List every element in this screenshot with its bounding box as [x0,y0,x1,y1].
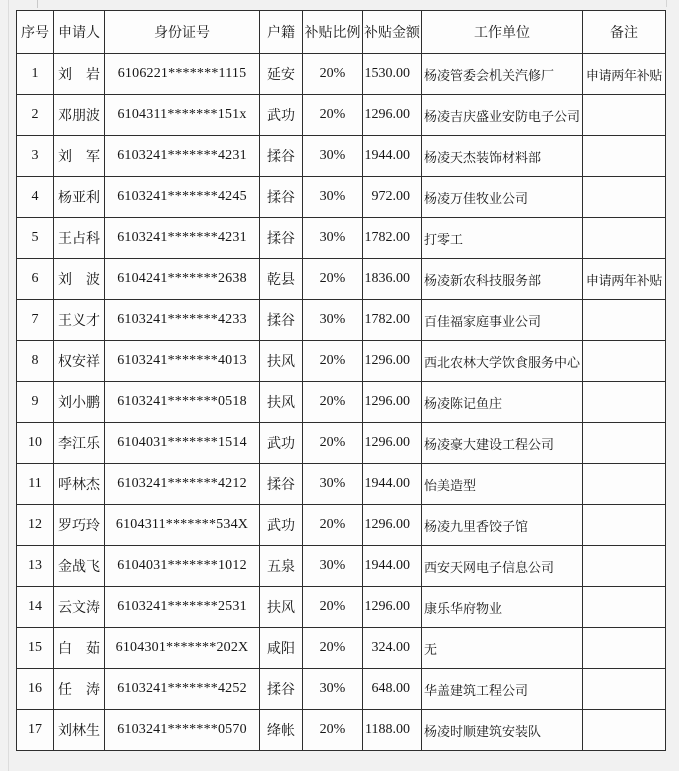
cell-subsidy-amount: 1296.00 [363,587,422,628]
cell-index: 17 [17,710,54,751]
col-header-subsidy-amount: 补贴金额 [363,11,422,54]
cell-remark [583,95,666,136]
cell-subsidy-amount: 1296.00 [363,95,422,136]
cell-household: 延安 [260,54,303,95]
table-row [17,54,666,95]
cell-subsidy-amount: 648.00 [363,669,422,710]
cell-subsidy-amount: 1296.00 [363,341,422,382]
cell-household: 扶风 [260,382,303,423]
cell-index: 11 [17,464,54,505]
col-header-applicant: 申请人 [54,11,105,54]
cell-subsidy-ratio: 30% [303,177,363,218]
cell-applicant: 李江乐 [54,423,105,464]
cell-id-number: 6103241*******2531 [105,587,260,628]
cell-employer: 康乐华府物业 [422,587,583,628]
cell-household: 揉谷 [260,300,303,341]
cell-index: 15 [17,628,54,669]
cell-index: 8 [17,341,54,382]
cell-household: 揉谷 [260,218,303,259]
cell-household: 武功 [260,95,303,136]
cell-applicant: 刘 军 [54,136,105,177]
cell-applicant: 任 涛 [54,669,105,710]
cell-index: 7 [17,300,54,341]
header-row [17,11,666,54]
cell-id-number: 6103241*******4231 [105,136,260,177]
cell-subsidy-amount: 1782.00 [363,300,422,341]
cell-employer: 杨凌万佳牧业公司 [422,177,583,218]
cell-id-number: 6104241*******2638 [105,259,260,300]
cell-household: 武功 [260,423,303,464]
table-row [17,710,666,751]
gridline-artifact-top-left [37,0,38,8]
cell-id-number: 6103241*******4212 [105,464,260,505]
table-row [17,177,666,218]
cell-index: 10 [17,423,54,464]
cell-applicant: 云文涛 [54,587,105,628]
cell-index: 16 [17,669,54,710]
col-header-id-number: 身份证号 [105,11,260,54]
cell-index: 1 [17,54,54,95]
table-row [17,505,666,546]
table-row [17,95,666,136]
cell-employer: 西北农林大学饮食服务中心 [422,341,583,382]
cell-remark [583,341,666,382]
cell-subsidy-ratio: 20% [303,505,363,546]
cell-index: 3 [17,136,54,177]
cell-household: 揉谷 [260,177,303,218]
cell-id-number: 6103241*******0518 [105,382,260,423]
cell-household: 武功 [260,505,303,546]
cell-subsidy-ratio: 30% [303,300,363,341]
col-header-employer: 工作单位 [422,11,583,54]
cell-subsidy-amount: 1782.00 [363,218,422,259]
cell-subsidy-ratio: 20% [303,259,363,300]
cell-id-number: 6106221*******1115 [105,54,260,95]
cell-remark [583,669,666,710]
table-row [17,423,666,464]
cell-employer: 华盖建筑工程公司 [422,669,583,710]
cell-household: 揉谷 [260,464,303,505]
cell-remark [583,423,666,464]
cell-subsidy-ratio: 30% [303,546,363,587]
table-row [17,464,666,505]
cell-household: 绛帐 [260,710,303,751]
cell-employer: 杨凌时顺建筑安装队 [422,710,583,751]
table-row [17,259,666,300]
cell-subsidy-amount: 1296.00 [363,382,422,423]
cell-applicant: 金战飞 [54,546,105,587]
col-header-household: 户籍 [260,11,303,54]
cell-index: 5 [17,218,54,259]
cell-applicant: 刘小鹏 [54,382,105,423]
cell-remark [583,136,666,177]
cell-id-number: 6104311*******534X [105,505,260,546]
cell-applicant: 刘林生 [54,710,105,751]
cell-applicant: 刘 波 [54,259,105,300]
cell-remark [583,300,666,341]
cell-subsidy-ratio: 20% [303,628,363,669]
cell-applicant: 邓朋波 [54,95,105,136]
table-row [17,669,666,710]
cell-index: 4 [17,177,54,218]
cell-employer: 打零工 [422,218,583,259]
cell-household: 五泉 [260,546,303,587]
gridline-artifact-top-right [666,0,667,7]
cell-index: 13 [17,546,54,587]
cell-employer: 无 [422,628,583,669]
cell-subsidy-amount: 1296.00 [363,423,422,464]
cell-id-number: 6104031*******1012 [105,546,260,587]
cell-subsidy-ratio: 30% [303,218,363,259]
cell-applicant: 王义才 [54,300,105,341]
cell-subsidy-amount: 1944.00 [363,546,422,587]
cell-subsidy-ratio: 20% [303,382,363,423]
cell-remark: 申请两年补贴 [583,54,666,95]
cell-applicant: 罗巧玲 [54,505,105,546]
cell-applicant: 刘 岩 [54,54,105,95]
cell-remark [583,546,666,587]
table-row [17,300,666,341]
table-body [17,54,666,751]
table-row [17,218,666,259]
cell-subsidy-ratio: 20% [303,95,363,136]
cell-subsidy-ratio: 20% [303,54,363,95]
col-header-index: 序号 [17,11,54,54]
cell-id-number: 6104311*******151x [105,95,260,136]
cell-household: 乾县 [260,259,303,300]
cell-employer: 杨凌管委会机关汽修厂 [422,54,583,95]
gridline-artifact-left [8,0,9,771]
cell-index: 9 [17,382,54,423]
cell-subsidy-ratio: 20% [303,423,363,464]
cell-subsidy-amount: 1944.00 [363,464,422,505]
cell-household: 扶风 [260,587,303,628]
cell-employer: 杨凌吉庆盛业安防电子公司 [422,95,583,136]
cell-subsidy-amount: 1530.00 [363,54,422,95]
cell-id-number: 6103241*******4233 [105,300,260,341]
cell-subsidy-ratio: 20% [303,710,363,751]
cell-remark [583,628,666,669]
table-row [17,341,666,382]
cell-remark [583,505,666,546]
table-row [17,628,666,669]
cell-remark [583,218,666,259]
cell-employer: 百佳福家庭事业公司 [422,300,583,341]
cell-employer: 杨凌天杰装饰材料部 [422,136,583,177]
cell-subsidy-ratio: 30% [303,464,363,505]
cell-id-number: 6103241*******4013 [105,341,260,382]
cell-id-number: 6103241*******4245 [105,177,260,218]
cell-subsidy-amount: 972.00 [363,177,422,218]
cell-index: 14 [17,587,54,628]
cell-applicant: 王占科 [54,218,105,259]
cell-id-number: 6104031*******1514 [105,423,260,464]
cell-index: 2 [17,95,54,136]
cell-household: 咸阳 [260,628,303,669]
col-header-remark: 备注 [583,11,666,54]
cell-applicant: 白 茹 [54,628,105,669]
cell-id-number: 6104301*******202X [105,628,260,669]
cell-subsidy-ratio: 20% [303,341,363,382]
cell-remark [583,587,666,628]
cell-id-number: 6103241*******0570 [105,710,260,751]
cell-id-number: 6103241*******4231 [105,218,260,259]
cell-household: 揉谷 [260,136,303,177]
subsidy-table [16,10,666,751]
cell-applicant: 呼林杰 [54,464,105,505]
cell-employer: 杨凌豪大建设工程公司 [422,423,583,464]
cell-household: 揉谷 [260,669,303,710]
cell-remark [583,464,666,505]
col-header-subsidy-ratio: 补贴比例 [303,11,363,54]
cell-subsidy-ratio: 30% [303,669,363,710]
cell-id-number: 6103241*******4252 [105,669,260,710]
cell-subsidy-amount: 1296.00 [363,505,422,546]
cell-subsidy-amount: 1836.00 [363,259,422,300]
cell-subsidy-amount: 324.00 [363,628,422,669]
cell-subsidy-amount: 1188.00 [363,710,422,751]
cell-remark [583,382,666,423]
cell-household: 扶风 [260,341,303,382]
table-row [17,546,666,587]
cell-index: 12 [17,505,54,546]
cell-employer: 怡美造型 [422,464,583,505]
cell-remark [583,710,666,751]
cell-index: 6 [17,259,54,300]
cell-subsidy-ratio: 20% [303,587,363,628]
cell-employer: 杨凌新农科技服务部 [422,259,583,300]
cell-remark: 申请两年补贴 [583,259,666,300]
cell-employer: 杨凌九里香饺子馆 [422,505,583,546]
table-row [17,382,666,423]
cell-applicant: 杨亚利 [54,177,105,218]
cell-employer: 西安天网电子信息公司 [422,546,583,587]
cell-subsidy-amount: 1944.00 [363,136,422,177]
cell-applicant: 权安祥 [54,341,105,382]
table-row [17,587,666,628]
cell-subsidy-ratio: 30% [303,136,363,177]
cell-remark [583,177,666,218]
table-row [17,136,666,177]
cell-employer: 杨凌陈记鱼庄 [422,382,583,423]
